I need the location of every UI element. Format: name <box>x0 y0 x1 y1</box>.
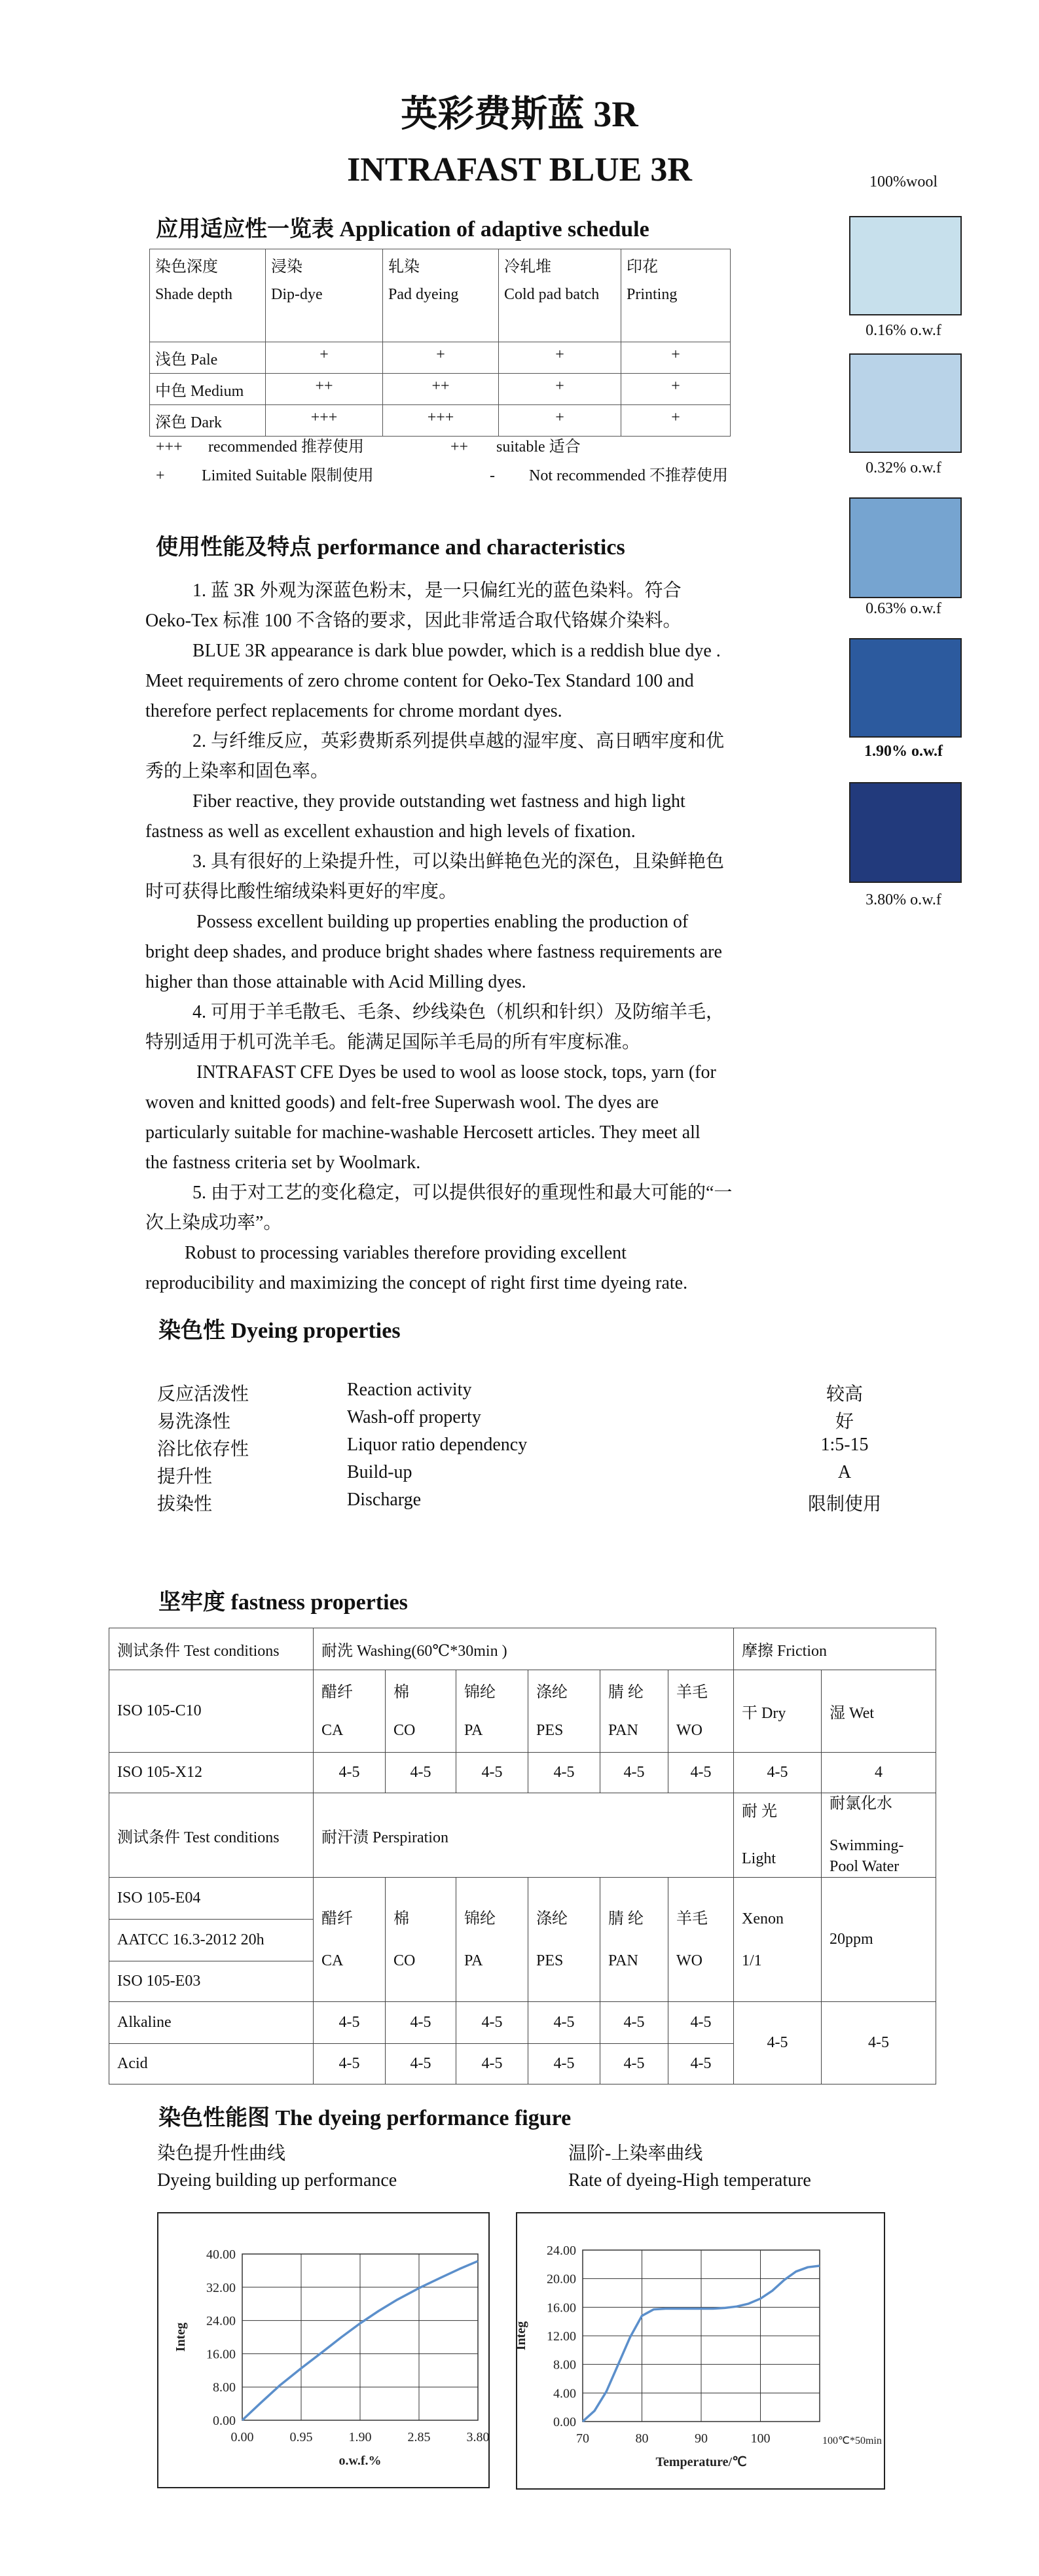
dyeing-cn-4: 拔染性 <box>157 1494 213 1514</box>
swatch-header: 100%wool <box>869 173 938 190</box>
fiber-ca-2: 醋纤 CA <box>314 1878 386 2002</box>
light-value: 4-5 <box>734 2002 822 2084</box>
fastness-row-header-1 <box>109 1628 936 1670</box>
wet-value: 4 <box>822 1753 936 1793</box>
table-row <box>150 405 731 437</box>
cell: 4-5 <box>528 1753 600 1793</box>
chlorine-label: 耐氯化水 Swimming-Pool Water <box>822 1793 936 1878</box>
figures-heading: 染色性能图 The dyeing performance figure <box>158 2106 572 2130</box>
fiber-pes-2: 涤纶 PES <box>528 1878 600 2002</box>
para-1-cn: 1. 蓝 3R 外观为深蓝色粉末，是一只偏红光的蓝色染料。符合 Oeko-Tex 标准 100 不含铬的要求，因此非常适合取代铬媒介染料。 <box>145 581 682 631</box>
x-tick-label: 2.85 <box>407 2430 431 2444</box>
swatch-label-0: 0.16% o.w.f <box>866 322 941 339</box>
chart-rate-svg <box>514 2213 884 2488</box>
fiber-co: 棉 CO <box>386 1670 456 1753</box>
page-title-cn: 英彩费斯蓝 3R <box>401 94 638 135</box>
cell: +++ <box>383 405 499 437</box>
dyeing-cn-0: 反应活泼性 <box>157 1384 249 1404</box>
performance-body <box>145 576 813 1298</box>
fastness-row-alkaline <box>109 2002 936 2044</box>
swatch-1 <box>849 353 962 453</box>
cell: + <box>621 405 731 437</box>
x-tick-label: 80 <box>635 2431 649 2446</box>
x-tick-label: 90 <box>695 2431 708 2446</box>
fastness-row-e04 <box>109 1878 936 1920</box>
light-label: 耐 光 Light <box>734 1793 822 1878</box>
col-shade: 染色深度 Shade depth <box>150 249 266 342</box>
dyeing-en-0: Reaction activity <box>347 1380 472 1400</box>
performance-heading: 使用性能及特点 performance and characteristics <box>156 535 625 560</box>
alkaline-label: Alkaline <box>109 2002 314 2044</box>
perspiration-label: 耐汗渍 Perspiration <box>314 1793 734 1878</box>
dyeing-cn-3: 提升性 <box>157 1467 213 1487</box>
dyeing-en-4: Discharge <box>347 1490 421 1510</box>
x-tick-label: 1.90 <box>348 2430 372 2444</box>
chart-rate <box>516 2212 885 2490</box>
fastness-row-fibers-1 <box>109 1670 936 1753</box>
cell: 4-5 <box>600 2002 668 2044</box>
fastness-table <box>109 1628 936 2084</box>
cell: 4-5 <box>668 2044 734 2084</box>
fiber-pan: 腈 纶 PAN <box>600 1670 668 1753</box>
ppm-cell: 20ppm <box>822 1878 936 2002</box>
dyeing-value-1: 好 <box>835 1412 854 1432</box>
para-4-en: INTRAFAST CFE Dyes be used to wool as loose stock, tops, yarn (for woven and knitted goods) and felt-free Superwash wool. The dyes are particularly suitable for machine-washable Hercosett articles. They meet all the fastness criteria set by Woolmark. <box>145 1062 716 1173</box>
fiber-pan-2: 腈 纶 PAN <box>600 1878 668 2002</box>
cell: 4-5 <box>668 2002 734 2044</box>
right-figure-cn: 温阶-上染率曲线 <box>568 2143 703 2164</box>
test-conditions-label-2: 测试条件 Test conditions <box>109 1793 314 1878</box>
x-axis-label: o.w.f.% <box>338 2454 382 2468</box>
table-row <box>150 342 731 374</box>
swatch-2 <box>849 497 962 598</box>
cell: 浅色 Pale <box>150 342 266 374</box>
cell: ++ <box>266 374 383 405</box>
dyeing-en-2: Liquor ratio dependency <box>347 1435 528 1455</box>
fiber-pa-2: 锦纶 PA <box>456 1878 528 2002</box>
cell: 4-5 <box>386 2044 456 2084</box>
cell: 4-5 <box>386 1753 456 1793</box>
cell: ++ <box>383 374 499 405</box>
iso-e04: ISO 105-E04 <box>109 1878 314 1920</box>
dyeing-en-3: Build-up <box>347 1462 412 1482</box>
dry-label: 干 Dry <box>734 1670 822 1753</box>
fiber-pes: 涤纶 PES <box>528 1670 600 1753</box>
test-conditions-label: 测试条件 Test conditions <box>109 1628 314 1670</box>
cell: + <box>383 342 499 374</box>
acid-label: Acid <box>109 2044 314 2084</box>
chart-buildup-svg <box>158 2213 488 2487</box>
y-tick-label: 24.00 <box>547 2244 576 2258</box>
table-row <box>150 374 731 405</box>
cell: + <box>499 342 621 374</box>
cell: + <box>621 342 731 374</box>
left-figure-cn: 染色提升性曲线 <box>157 2143 286 2164</box>
y-tick-label: 40.00 <box>206 2247 236 2262</box>
y-tick-label: 0.00 <box>553 2415 576 2429</box>
dyeing-value-2: 1:5-15 <box>820 1435 869 1455</box>
swatch-label-3: 1.90% o.w.f <box>864 743 943 760</box>
y-tick-label: 0.00 <box>213 2414 236 2428</box>
left-figure-en: Dyeing building up performance <box>157 2170 397 2191</box>
chart-annotation: 100℃*50min <box>822 2435 882 2446</box>
para-3-en: Possess excellent building up properties enabling the production of bright deep shades, and produce bright shades where fastness requirements are higher than those attainable with Acid Milling dyes. <box>145 912 722 992</box>
friction-label: 摩擦 Friction <box>734 1628 936 1670</box>
y-axis-label: Integ <box>514 2321 528 2351</box>
chart-buildup <box>157 2212 490 2488</box>
para-2-cn: 2. 与纤维反应，英彩费斯系列提供卓越的湿牢度、高日晒牢度和优 秀的上染率和固色率。 <box>145 731 725 781</box>
cell: 深色 Dark <box>150 405 266 437</box>
iso-e03: ISO 105-E03 <box>109 1961 314 2002</box>
cell: + <box>266 342 383 374</box>
dyeing-value-3: A <box>837 1462 852 1482</box>
para-1-en: BLUE 3R appearance is dark blue powder, which is a reddish blue dye . Meet requirements of zero chrome content for Oeko-Tex Standard 100 and therefore perfect replacements for chrome mordant dyes. <box>145 641 721 721</box>
swatch-label-1: 0.32% o.w.f <box>866 459 941 476</box>
col-pad: 轧染 Pad dyeing <box>383 249 499 342</box>
x-tick-label: 0.95 <box>289 2430 313 2444</box>
swatch-label-2: 0.63% o.w.f <box>866 600 941 617</box>
col-cold: 冷轧堆 Cold pad batch <box>499 249 621 342</box>
y-tick-label: 32.00 <box>206 2280 236 2295</box>
dyeing-value-0: 较高 <box>826 1384 863 1404</box>
fiber-wo-2: 羊毛 WO <box>668 1878 734 2002</box>
dyeing-cn-2: 浴比依存性 <box>157 1439 249 1459</box>
dyeing-en-1: Wash-off property <box>347 1407 481 1427</box>
cell: 中色 Medium <box>150 374 266 405</box>
application-header-row <box>150 249 731 342</box>
cell: 4-5 <box>456 2002 528 2044</box>
para-5-cn: 5. 由于对工艺的变化稳定，可以提供很好的重现性和最大可能的“一 次上染成功率”。 <box>145 1183 733 1233</box>
cell: + <box>499 374 621 405</box>
y-tick-label: 8.00 <box>213 2380 236 2395</box>
cell: 4-5 <box>528 2044 600 2084</box>
cell: 4-5 <box>314 2044 386 2084</box>
chlorine-value: 4-5 <box>822 2002 936 2084</box>
x-tick-label: 3.80 <box>466 2430 490 2444</box>
fiber-co-2: 棉 CO <box>386 1878 456 2002</box>
cell: + <box>499 405 621 437</box>
y-tick-label: 12.00 <box>547 2329 576 2344</box>
washing-label: 耐洗 Washing(60℃*30min ) <box>314 1628 734 1670</box>
wet-label: 湿 Wet <box>822 1670 936 1753</box>
cell: 4-5 <box>600 1753 668 1793</box>
col-print: 印花 Printing <box>621 249 731 342</box>
cell: + <box>621 374 731 405</box>
aatcc: AATCC 16.3-2012 20h <box>109 1920 314 1961</box>
cell: 4-5 <box>314 2002 386 2044</box>
swatch-4 <box>849 782 962 883</box>
page-title-en: INTRAFAST BLUE 3R <box>347 151 692 188</box>
col-dip: 浸染 Dip-dye <box>266 249 383 342</box>
y-tick-label: 24.00 <box>206 2314 236 2329</box>
application-heading: 应用适应性一览表 Application of adaptive schedule <box>156 217 649 241</box>
xenon-cell: Xenon 1/1 <box>734 1878 822 2002</box>
cell: 4-5 <box>386 2002 456 2044</box>
y-tick-label: 20.00 <box>547 2272 576 2287</box>
x-axis-label: Temperature/℃ <box>655 2455 747 2469</box>
iso-c10: ISO 105-C10 <box>109 1670 314 1753</box>
fastness-heading: 坚牢度 fastness properties <box>158 1590 408 1615</box>
swatch-label-4: 3.80% o.w.f <box>866 891 941 908</box>
legend-row-1: + Limited Suitable 限制使用 - Not recommended 不推荐使用 <box>156 467 728 484</box>
fiber-pa: 锦纶 PA <box>456 1670 528 1753</box>
para-4-cn: 4. 可用于羊毛散毛、毛条、纱线染色（机织和针织）及防缩羊毛， 特别适用于机可洗羊毛。能满足国际羊毛局的所有牢度标准。 <box>145 1002 725 1052</box>
cell: 4-5 <box>600 2044 668 2084</box>
right-figure-en: Rate of dyeing-High temperature <box>568 2170 811 2191</box>
dyeing-heading: 染色性 Dyeing properties <box>158 1319 401 1343</box>
fastness-row-header-2 <box>109 1793 936 1878</box>
x-tick-label: 0.00 <box>230 2430 254 2444</box>
y-tick-label: 16.00 <box>547 2300 576 2316</box>
dyeing-cn-1: 易洗涤性 <box>157 1412 231 1432</box>
y-tick-label: 8.00 <box>553 2357 576 2372</box>
cell: 4-5 <box>314 1753 386 1793</box>
dyeing-value-4: 限制使用 <box>807 1494 881 1514</box>
cell: +++ <box>266 405 383 437</box>
x-tick-label: 100 <box>750 2431 771 2446</box>
cell: 4-5 <box>668 1753 734 1793</box>
cell: 4-5 <box>456 1753 528 1793</box>
cell: 4-5 <box>456 2044 528 2084</box>
swatch-3 <box>849 638 962 738</box>
para-3-cn: 3. 具有很好的上染提升性，可以染出鲜艳色光的深色，且染鲜艳色 时可获得比酸性缩绒染料更好的牢度。 <box>145 851 725 902</box>
cell: 4-5 <box>528 2002 600 2044</box>
x-tick-label: 70 <box>576 2431 589 2446</box>
legend-row-0: +++ recommended 推荐使用 ++ suitable 适合 <box>156 438 581 456</box>
y-tick-label: 16.00 <box>206 2347 236 2362</box>
swatch-0 <box>849 216 962 315</box>
y-tick-label: 4.00 <box>553 2386 576 2401</box>
para-5-en: Robust to processing variables therefore providing excellent reproducibility and maximizing the concept of right first time dyeing rate. <box>145 1243 688 1293</box>
fastness-row-x12 <box>109 1753 936 1793</box>
dry-value: 4-5 <box>734 1753 822 1793</box>
iso-x12: ISO 105-X12 <box>109 1753 314 1793</box>
fiber-wo: 羊毛 WO <box>668 1670 734 1753</box>
para-2-en: Fiber reactive, they provide outstanding wet fastness and high light fastness as well as excellent exhaustion and high levels of fixation. <box>145 791 685 842</box>
fiber-ca: 醋纤 CA <box>314 1670 386 1753</box>
application-table <box>149 249 731 437</box>
y-axis-label: Integ <box>173 2322 188 2352</box>
